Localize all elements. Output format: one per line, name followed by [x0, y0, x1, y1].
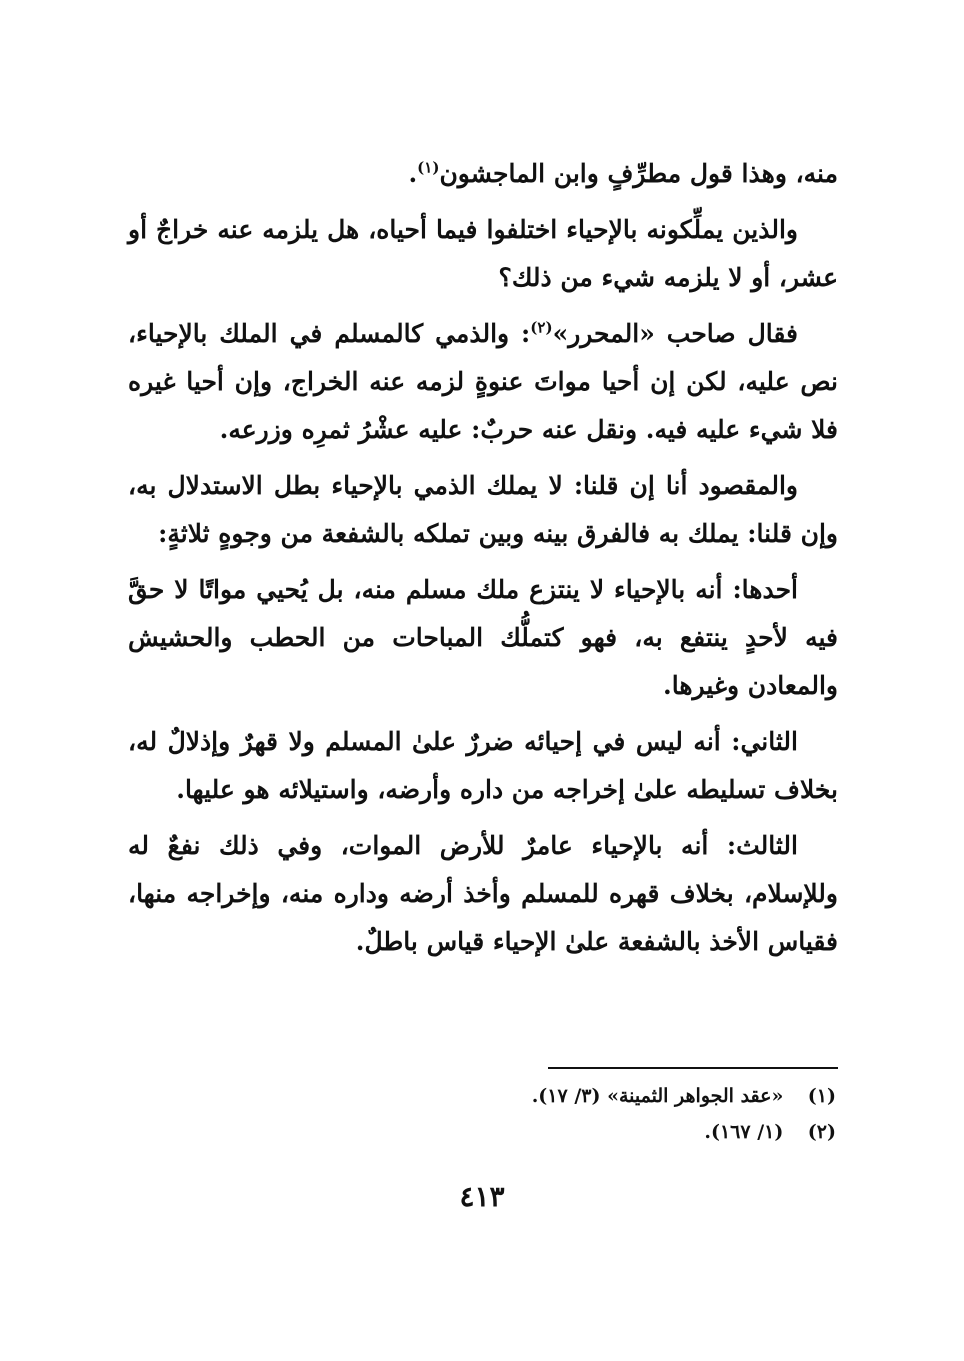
paragraph-1-text: منه، وهذا قول مطرِّفٍ وابن الماجشون: [439, 159, 838, 188]
footnote-2-number: (٢): [807, 1121, 836, 1143]
page-number: ٤١٣: [459, 1180, 505, 1213]
footnote-1-text: «عقد الجواهر الثمينة» (٣/ ١٧).: [531, 1085, 784, 1107]
footnote-ref-2[interactable]: (٢): [530, 318, 553, 337]
paragraph-6: الثاني: أنه ليس في إحيائه ضررٌ علىٰ المسلم ولا قهرٌ وإذلالٌ له، بخلاف تسليطه علىٰ إخراجه من داره وأرضه، واستيلائه هو عليها.: [128, 727, 838, 804]
footnote-2: [436, 1114, 836, 1150]
paragraph-2: والذين يملِّكونه بالإحياء اختلفوا فيما أحياه، هل يلزمه عنه خراجٌ أو عشر، أو لا يلزمه شيء من ذلك؟: [128, 215, 838, 292]
footnote-2-text: (١/ ١٦٧).: [704, 1121, 784, 1143]
paragraph-4: والمقصود أنا إن قلنا: لا يملك الذمي بالإحياء بطل الاستدلال به، وإن قلنا: يملك به فالفرق بينه وبين تملكه بالشفعة من وجوهٍ ثلاثةٍ:: [128, 471, 838, 548]
footnote-1: [436, 1078, 836, 1114]
footnote-divider: [548, 1067, 838, 1069]
paragraph-3-text-after: : والذمي كالمسلم في الملك بالإحياء، نص عليه، لكن إن أحيا مواتَ عنوةٍ لزمه عنه الخراج، وإن أحيا غيره فلا شيء عليه فيه. ونقل عنه حربٌ: عليه عشْرُ ثمرِه وزرعه.: [128, 319, 838, 444]
paragraph-5: أحدها: أنه بالإحياء لا ينتزع ملك مسلم منه، بل يُحيي مواتًا لا حقَّ فيه لأحدٍ ينتفع به، فهو كتملُّك المباحات من الحطب والحشيش والمعادن وغيرها.: [128, 575, 838, 700]
footnotes: [436, 1078, 836, 1150]
page-body: [128, 150, 838, 974]
paragraph-3-text-before: فقال صاحب «المحرر»: [552, 319, 798, 348]
footnote-ref-1[interactable]: (١): [417, 158, 440, 177]
paragraph-7: الثالث: أنه بالإحياء عامرٌ للأرض الموات، وفي ذلك نفعٌ له وللإسلام، بخلاف قهره للمسلم وأخذ أرضه وداره منه، وإخراجه منها، فقياس الأخذ بالشفعة علىٰ الإحياء قياس باطلٌ.: [128, 831, 838, 956]
paragraph-1: [128, 150, 838, 198]
paragraph-3: [128, 310, 838, 454]
paragraph-1-tail: .: [408, 159, 418, 188]
footnote-1-number: (١): [807, 1085, 836, 1107]
